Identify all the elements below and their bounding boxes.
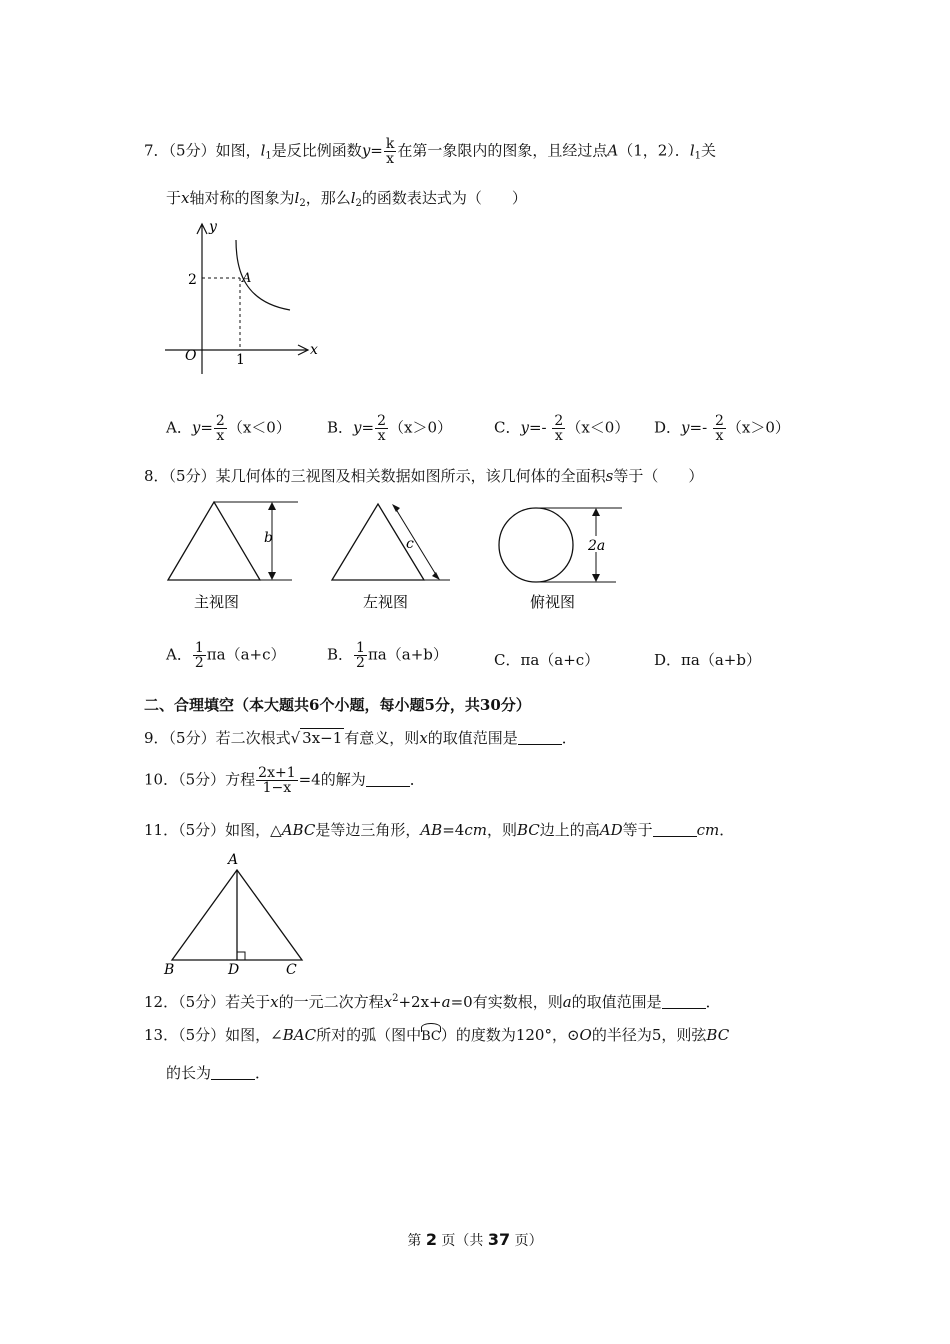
label-a: A — [228, 852, 239, 868]
q11-triangle-figure — [160, 848, 310, 980]
point-a-label: A — [242, 271, 252, 286]
q7-option-b[interactable]: B．y= $\frac{2}{x}$ （x＞0） — [327, 413, 453, 444]
tick-y-label: 2 — [188, 272, 197, 288]
q7-line2: 于x轴对称的图象为$l_2$，那么$l_2$的函数表达式为（ ） — [166, 189, 527, 209]
top-view-circle — [499, 508, 573, 582]
q7-line1: 7．（5分）如图，$l_1$是反比例函数y= $\frac{k}{x}$ 在第一象限内的图象，且经过点A（1，2）．$l_1$关 — [144, 136, 717, 167]
top-view-dim: 2a — [588, 538, 606, 554]
page-footer: 第 2 页（共 37 页） — [407, 1230, 543, 1249]
q13-answer-blank[interactable] — [211, 1065, 255, 1080]
top-view-label: 俯视图 — [530, 593, 576, 611]
q10-answer-blank[interactable] — [366, 772, 410, 787]
q7-option-c[interactable]: C．y=- $\frac{2}{x}$ （x＜0） — [494, 413, 630, 444]
q8-option-c[interactable]: C．πa（a+c） — [494, 651, 600, 669]
right-angle-mark — [237, 952, 245, 960]
q9-line: 9．（5分）若二次根式√ 3x−1 有意义，则x的取值范围是 ． — [144, 729, 577, 747]
q7-fraction-k-x: $\frac{k}{x}$ — [385, 136, 395, 167]
front-view-triangle — [168, 502, 260, 580]
q7-graph — [160, 214, 325, 379]
label-d: D — [228, 962, 240, 978]
label-c: C — [286, 962, 297, 978]
q11-line: 11．（5分）如图，△ABC是等边三角形，AB=4cm，则BC边上的高AD等于 cm． — [144, 821, 735, 839]
q12-answer-blank[interactable] — [662, 994, 706, 1009]
q8-option-a[interactable]: A． $\frac{1}{2}$ πa（a+c） — [166, 640, 286, 671]
q11-answer-blank[interactable] — [653, 822, 697, 837]
front-view-arrow-down — [268, 572, 276, 580]
left-view-arrow-top — [392, 504, 400, 512]
q12-line: 12．（5分）若关于x的一元二次方程$x^2+2x+a=0$有实数根，则a的取值范围是 ． — [144, 993, 721, 1011]
q8-option-b[interactable]: B． $\frac{1}{2}$ πa（a+b） — [327, 640, 448, 671]
front-view-label: 主视图 — [194, 593, 240, 611]
q13-line2: 的长为 ． — [166, 1064, 271, 1082]
left-view-label: 左视图 — [363, 593, 409, 611]
q7-option-d[interactable]: D．y=- $\frac{2}{x}$ （x＞0） — [654, 413, 790, 444]
q8-line: 8．（5分）某几何体的三视图及相关数据如图所示，该几何体的全面积s等于（ ） — [144, 467, 704, 485]
top-view-arrow-up — [592, 508, 600, 516]
q9-answer-blank[interactable] — [518, 730, 562, 745]
q13-line1: 13．（5分）如图，∠BAC所对的弧（图中 BC）的度数为120°，⊙O的半径为5，则弦BC — [144, 1025, 729, 1047]
top-view-arrow-down — [592, 574, 600, 582]
q8-three-views — [160, 494, 640, 618]
y-axis-label: y — [209, 219, 217, 235]
q7-option-a[interactable]: A．y= $\frac{2}{x}$ （x＜0） — [166, 413, 291, 444]
q8-option-d[interactable]: D．πa（a+b） — [654, 651, 761, 669]
sqrt-sign: √ — [290, 729, 301, 747]
section-2-heading: 二、合理填空（本大题共6个小题，每小题5分，共30分） — [144, 696, 531, 714]
left-view-arrow-bottom — [432, 572, 440, 580]
tick-x-label: 1 — [236, 352, 245, 368]
label-b: B — [164, 962, 175, 978]
left-view-dim: c — [406, 536, 414, 552]
front-view-dim: b — [264, 530, 273, 546]
arc-bc: BC — [421, 1025, 441, 1047]
front-view-arrow-up — [268, 502, 276, 510]
origin-label: O — [185, 348, 197, 364]
q10-line: 10．（5分）方程 $\frac{2x+1}{1-x}$ =4的解为 ． — [144, 765, 425, 796]
x-axis-label: x — [310, 342, 318, 358]
